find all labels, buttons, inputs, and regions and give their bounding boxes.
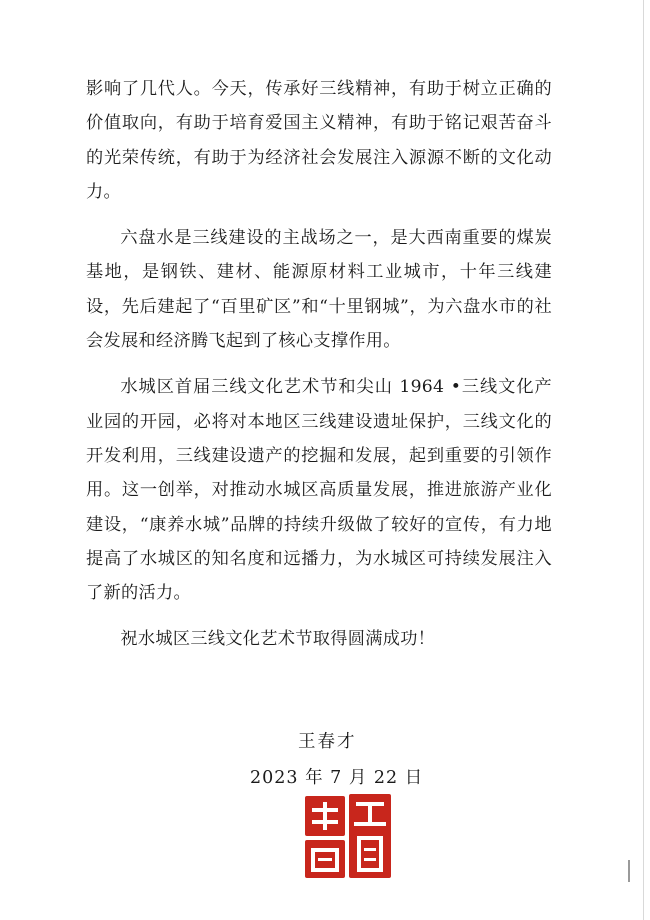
scan-mark: [628, 860, 630, 882]
paragraph-closing: 祝水城区三线文化艺术节取得圆满成功！: [120, 629, 436, 650]
signer-name: 王春才: [298, 732, 357, 752]
letter-body: [86, 72, 552, 669]
paragraph-1: 影响了几代人。今天，传承好三线精神，有助于树立正确的价值取向，有助于培育爱国主义精神，有助于铭记艰苦奋斗的光荣传统，有助于为经济社会发展注入源源不断的文化动力。: [86, 79, 552, 202]
paragraph-2: 六盘水是三线建设的主战场之一，是大西南重要的煤炭基地，是钢铁、建材、能源原材料工业城市，十年三线建设，先后建起了“百里矿区”和“十里钢城”，为六盘水市的社会发展和经济腾飞起到了核心支撑作用。: [86, 228, 552, 352]
paragraph-3: 水城区首届三线文化艺术节和尖山 1964 •三线文化产业园的开园，必将对本地区三线建设遗址保护，三线文化的开发利用，三线建设遗产的挖掘和发展，起到重要的引领作用。这一创举，对推动水城区高质量发展，推进旅游产业化建设，“康养水城”品牌的持续升级做了较好的宣传，有力地提高了水城区的知名度和远播力，为水城区可持续发展注入了新的活力。: [86, 377, 552, 604]
red-seal-stamp: [302, 790, 394, 882]
scan-edge-line: [643, 0, 644, 920]
signature-date: 2023 年 7 月 22 日: [250, 768, 424, 788]
